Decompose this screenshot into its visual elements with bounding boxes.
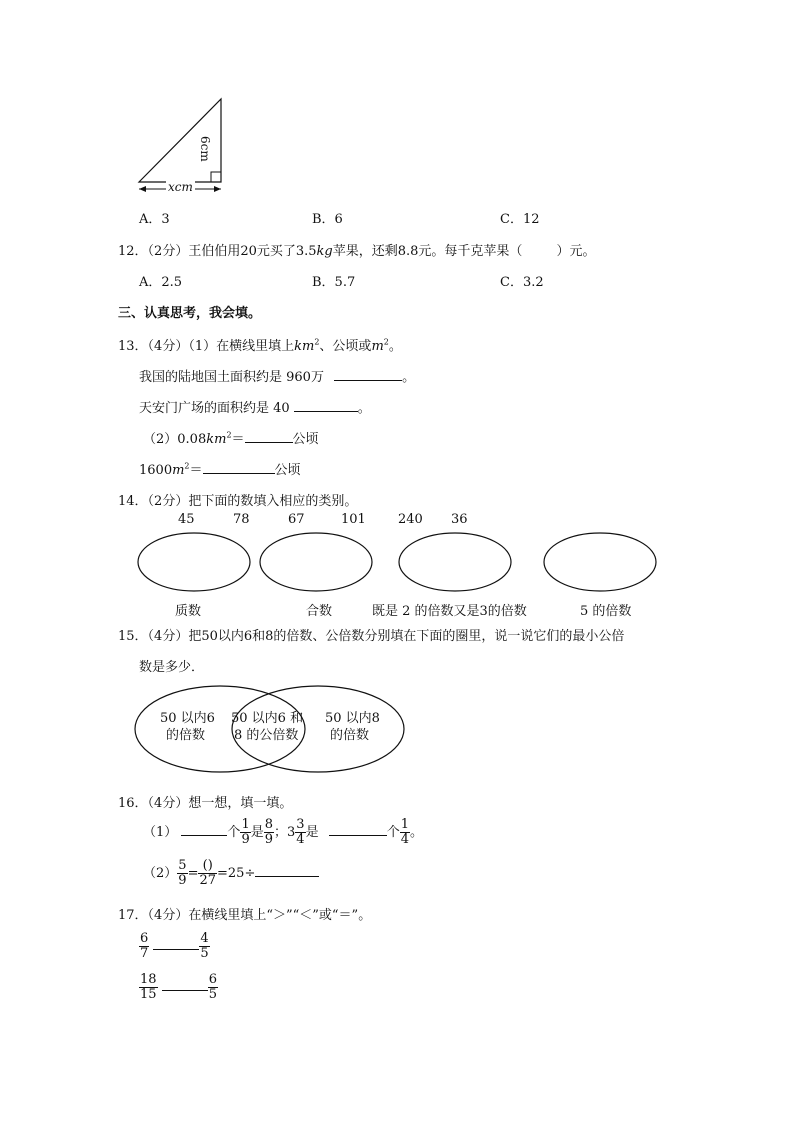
q11-option-a: A．3	[139, 212, 170, 227]
right-angle-mark	[211, 172, 221, 182]
q14-number-1: 78	[233, 512, 250, 527]
q14-number-5: 36	[451, 512, 468, 527]
q11-option-c: C．12	[500, 212, 540, 227]
q16-eq2: =25÷	[217, 866, 256, 881]
q16-blank-3[interactable]	[255, 862, 319, 877]
q13-prompt-c: 。	[388, 339, 402, 354]
q17-blank-2[interactable]	[162, 976, 208, 991]
side-label: 6cm	[198, 136, 212, 162]
fraction-blank-27	[198, 859, 217, 888]
frac-num: 4	[200, 931, 209, 946]
q13-line3-km: km	[206, 432, 227, 447]
fraction-5-9	[177, 859, 187, 888]
q12-text-c: ）元。	[556, 244, 596, 259]
label-composite: 合数	[306, 604, 333, 619]
frac-den: 4	[400, 832, 410, 847]
q14-ellipses	[130, 528, 670, 598]
frac-den: 15	[140, 987, 157, 1002]
q17-row-2	[139, 972, 218, 1004]
q12-question	[118, 240, 595, 259]
venn-right-label-1: 50 以内8	[325, 711, 380, 726]
q16-shi-1: 是	[250, 825, 264, 840]
q16-p2-label: （2）	[143, 866, 178, 881]
q13-line-2	[139, 397, 371, 416]
q16-ge-2: 个	[386, 825, 400, 840]
q13-blank-1[interactable]	[334, 366, 402, 381]
q14-number-0: 45	[178, 512, 195, 527]
q16-eq: =	[187, 866, 199, 881]
q13-line1-text: 我国的陆地国土面积约是 960万	[139, 370, 324, 385]
q13-line-3	[143, 428, 319, 447]
base-label: xcm	[168, 180, 193, 194]
frac-num: 18	[140, 972, 157, 987]
q12-score: （2分）	[147, 244, 189, 259]
q13-line4-m: m	[172, 463, 185, 478]
fraction-6-5	[208, 973, 218, 1002]
q17-row-1	[139, 931, 210, 963]
q13-line4-a: 1600	[139, 463, 173, 478]
fraction-1-9	[240, 818, 250, 847]
q13-line2-text: 天安门广场的面积约是 40	[139, 401, 290, 416]
q12-text-b: 苹果，还剩8.8元。每千克苹果（	[332, 244, 523, 259]
q13-blank-2[interactable]	[294, 397, 358, 412]
venn-left-label-2: 的倍数	[166, 728, 206, 743]
q13-prompt-a: （1）在横线里填上	[188, 339, 295, 354]
q13-blank-3[interactable]	[245, 428, 293, 443]
q13-score: （4分）	[147, 339, 189, 354]
q15-prompt-line1: 把50以内6和8的倍数、公倍数分别填在下面的圈里，说一说它们的最小公倍	[188, 629, 625, 644]
ellipse-multiple-5[interactable]	[544, 533, 656, 591]
label-multiple-2-3: 既是 2 的倍数又是3的倍数	[372, 604, 527, 619]
venn-middle-label-1: 50 以内6 和	[231, 711, 304, 726]
q13-sup: 2	[314, 337, 320, 347]
section-3-title: 三、认真思考，我会填。	[118, 306, 262, 321]
q13-line4-c: 公顷	[274, 463, 301, 478]
q17-number: 17．	[118, 908, 148, 923]
q16-question	[118, 792, 292, 811]
frac-num: 3	[296, 817, 305, 832]
fraction-4-5	[199, 932, 209, 961]
q13-line1-end: 。	[402, 370, 416, 385]
frac-num: 8	[264, 817, 274, 832]
q13-line4-sup: 2	[184, 461, 190, 471]
frac-den: 4	[296, 832, 305, 847]
q13-line-4	[139, 459, 301, 478]
frac-num: 6	[140, 931, 149, 946]
q16-blank-2[interactable]	[329, 821, 387, 836]
label-prime: 质数	[175, 604, 202, 619]
q12-number: 12．	[118, 244, 148, 259]
q14-number-3: 101	[341, 512, 366, 527]
q13-sup-m: 2	[383, 337, 389, 347]
frac-num: 1	[400, 817, 410, 832]
q15-number: 15．	[118, 629, 148, 644]
q13-question	[118, 335, 402, 354]
q13-line3-sup: 2	[226, 430, 232, 440]
q12-option-a: A．2.5	[139, 275, 183, 290]
venn-left-label-1: 50 以内6	[160, 711, 215, 726]
q12-text-a: 王伯伯用20元买了3.5	[188, 244, 317, 259]
q16-prompt: 想一想，填一填。	[188, 796, 293, 811]
q15-question-line-1	[118, 625, 624, 644]
q14-number-2: 67	[288, 512, 305, 527]
ellipse-prime[interactable]	[138, 533, 250, 591]
q14-question	[118, 490, 357, 509]
q13-line3-b: ＝	[231, 432, 245, 447]
fraction-3-4	[295, 818, 305, 847]
q16-end: 。	[410, 825, 424, 840]
q14-number: 14．	[118, 494, 148, 509]
frac-den: 27	[199, 873, 217, 888]
q16-part-2	[143, 858, 319, 890]
frac-num: 1	[241, 817, 250, 832]
q17-prompt: 在横线里填上“＞”“＜”或“＝”。	[188, 908, 372, 923]
q16-blank-1[interactable]	[181, 821, 227, 836]
q16-sep: ；3	[274, 825, 296, 840]
arrow-right-icon	[214, 186, 221, 192]
frac-den: 9	[264, 832, 274, 847]
venn-middle-label-2: 8 的公倍数	[234, 728, 299, 743]
q13-km: km	[294, 339, 315, 354]
q14-prompt: 把下面的数填入相应的类别。	[188, 494, 358, 509]
frac-num[interactable]: ()	[198, 859, 217, 874]
ellipse-composite[interactable]	[260, 533, 372, 591]
q16-p1-label: （1）	[143, 825, 178, 840]
fraction-8-9	[264, 818, 274, 847]
q16-part-1	[143, 817, 423, 849]
frac-num: 5	[178, 858, 187, 873]
fraction-1-4	[400, 818, 410, 847]
frac-den: 7	[140, 946, 149, 961]
q16-number: 16．	[118, 796, 148, 811]
q14-number-4: 240	[398, 512, 423, 527]
frac-den: 9	[178, 873, 187, 888]
venn-right-label-2: 的倍数	[330, 728, 370, 743]
q15-prompt-line2: 数是多少．	[139, 660, 205, 675]
q13-line4-b: ＝	[189, 463, 203, 478]
q13-number: 13．	[118, 339, 148, 354]
frac-den: 9	[241, 832, 250, 847]
frac-den: 5	[208, 987, 217, 1002]
q13-blank-4[interactable]	[203, 459, 275, 474]
q14-score: （2分）	[147, 494, 189, 509]
arrow-left-icon	[139, 186, 146, 192]
q11-option-b: B．6	[312, 212, 343, 227]
frac-den: 5	[200, 946, 209, 961]
ellipse-multiple-2-3[interactable]	[399, 533, 511, 591]
q13-prompt-b: 、公顷或	[319, 339, 372, 354]
q17-question	[118, 904, 371, 923]
q17-score: （4分）	[147, 908, 189, 923]
q17-blank-1[interactable]	[153, 935, 199, 950]
q13-line2-end: 。	[357, 401, 371, 416]
frac-num: 6	[208, 972, 217, 987]
q13-line3-c: 公顷	[292, 432, 319, 447]
fraction-18-15	[139, 973, 158, 1002]
fraction-6-7	[139, 932, 149, 961]
q12-option-b: B．5.7	[312, 275, 356, 290]
q12-unit: kg	[316, 244, 333, 259]
q16-score: （4分）	[147, 796, 189, 811]
q16-shi-2: 是	[305, 825, 319, 840]
q16-ge-1: 个	[227, 825, 241, 840]
q12-option-c: C．3.2	[500, 275, 544, 290]
q13-line3-a: （2）0.08	[143, 432, 207, 447]
q13-m: m	[371, 339, 384, 354]
label-multiple-5: 5 的倍数	[580, 604, 632, 619]
q15-score: （4分）	[147, 629, 189, 644]
q13-line-1	[139, 366, 415, 385]
